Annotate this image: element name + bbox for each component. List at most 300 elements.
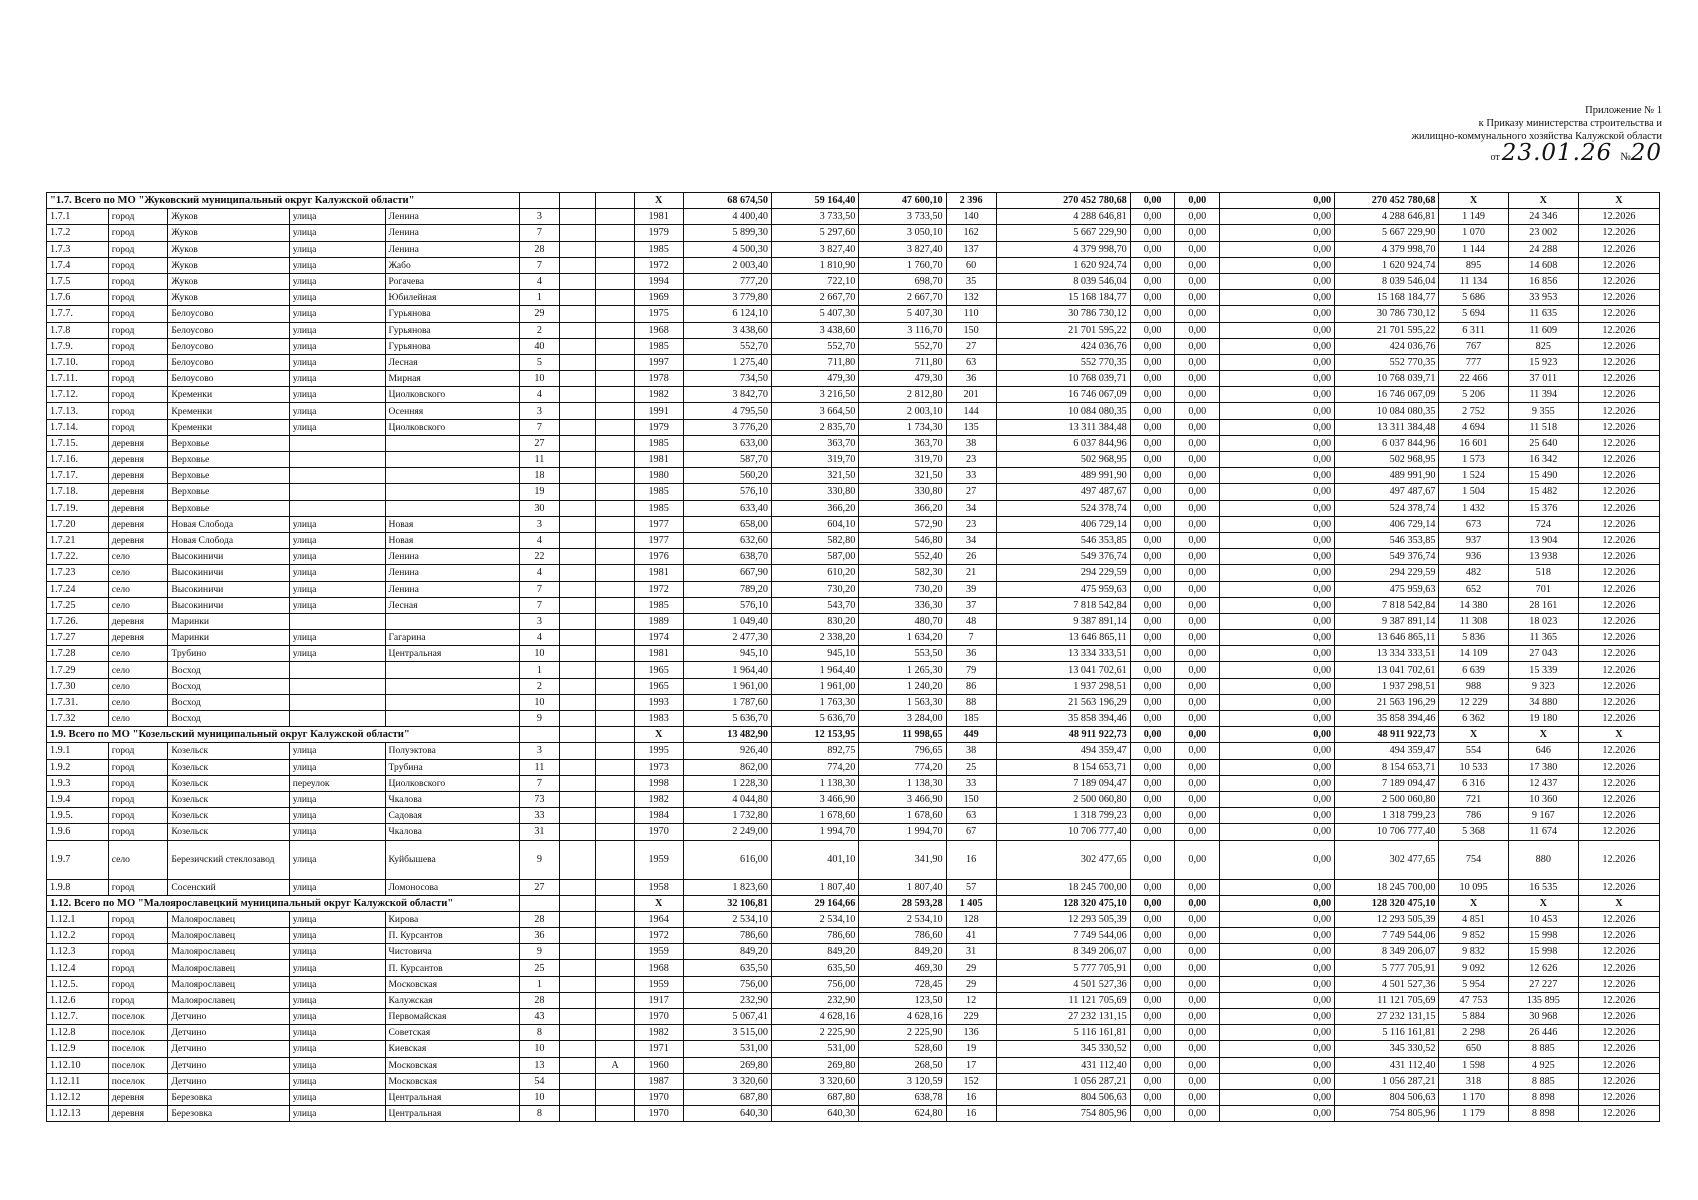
build-year: 1970 [634, 1009, 683, 1025]
street-type: улица [289, 419, 385, 435]
unit-cost-1: 1 149 [1439, 209, 1508, 225]
region-share: 0,00 [1175, 1057, 1220, 1073]
house-number: 8 [519, 1025, 559, 1041]
residents-count: 140 [946, 209, 996, 225]
settlement-type: город [108, 387, 168, 403]
build-year: 1980 [634, 468, 683, 484]
settlement-name: Кременки [168, 387, 289, 403]
build-year: 1976 [634, 549, 683, 565]
unit-cost-2: 16 856 [1508, 273, 1578, 289]
house-letter [560, 1009, 596, 1025]
living-area: 29 164,66 [771, 895, 858, 911]
unit-cost-2: 11 635 [1508, 306, 1578, 322]
unit-cost-2: 9 167 [1508, 808, 1578, 824]
street-name [385, 613, 519, 629]
residents-count: 16 [946, 1106, 996, 1122]
residents-count: 110 [946, 306, 996, 322]
street-type: улица [289, 630, 385, 646]
settlement-name: Кременки [168, 419, 289, 435]
row-number: 1.9.4 [47, 791, 109, 807]
build-year: 1968 [634, 322, 683, 338]
settlement-type: поселок [108, 1057, 168, 1073]
house-letter [560, 775, 596, 791]
residents-count: 136 [946, 1025, 996, 1041]
house-letter [560, 678, 596, 694]
emergency-area: 3 050,10 [859, 225, 946, 241]
local-share: 0,00 [1220, 840, 1335, 879]
date-prefix: от [1490, 152, 1500, 163]
build-year: 1985 [634, 435, 683, 451]
settlement-type: город [108, 225, 168, 241]
house-row [47, 209, 1660, 225]
row-number: 1.7.14. [47, 419, 109, 435]
emergency-area: 47 600,10 [859, 193, 946, 209]
handwritten-date: 23.01.26 [1501, 140, 1613, 166]
row-number: 1.7.16. [47, 452, 109, 468]
build-year: 1981 [634, 565, 683, 581]
house-row [47, 694, 1660, 710]
unit-cost-2: 10 453 [1508, 911, 1578, 927]
street-name: Полуэктова [385, 743, 519, 759]
street-type: улица [289, 840, 385, 879]
house-number: 36 [519, 928, 559, 944]
unit-cost-2: 880 [1508, 840, 1578, 879]
living-area: 582,80 [771, 532, 858, 548]
emergency-area: 321,50 [859, 468, 946, 484]
settlement-type: село [108, 549, 168, 565]
build-year: 1985 [634, 484, 683, 500]
building-code [596, 1009, 634, 1025]
unit-cost-2: 13 904 [1508, 532, 1578, 548]
house-row [47, 371, 1660, 387]
residents-count: 36 [946, 646, 996, 662]
street-name: Ленина [385, 209, 519, 225]
local-share: 0,00 [1220, 976, 1335, 992]
emergency-area: 711,80 [859, 354, 946, 370]
unit-cost-2: 4 925 [1508, 1057, 1578, 1073]
street-name: Гурьянова [385, 306, 519, 322]
row-number: 1.7.22. [47, 549, 109, 565]
unit-cost-2: 15 482 [1508, 484, 1578, 500]
street-name: Киевская [385, 1041, 519, 1057]
build-year: 1964 [634, 911, 683, 927]
unit-cost-2: 12 626 [1508, 960, 1578, 976]
build-year: 1987 [634, 1073, 683, 1089]
building-code [596, 678, 634, 694]
house-letter [560, 928, 596, 944]
emergency-area: 336,30 [859, 597, 946, 613]
settlement-type: город [108, 338, 168, 354]
build-year: 1977 [634, 532, 683, 548]
other-funds: 8 154 653,71 [1335, 759, 1439, 775]
region-share: 0,00 [1175, 241, 1220, 257]
settlement-name: Жуков [168, 209, 289, 225]
region-share: 0,00 [1175, 290, 1220, 306]
settlement-type: город [108, 824, 168, 840]
building-code [596, 209, 634, 225]
house-letter [560, 500, 596, 516]
street-type: улица [289, 911, 385, 927]
other-funds: 5 667 229,90 [1335, 225, 1439, 241]
total-area: 560,20 [683, 468, 771, 484]
unit-cost-1: 1 144 [1439, 241, 1508, 257]
living-area: 401,10 [771, 840, 858, 879]
build-year: 1972 [634, 257, 683, 273]
region-share: 0,00 [1175, 928, 1220, 944]
house-row [47, 468, 1660, 484]
other-funds: 11 121 705,69 [1335, 992, 1439, 1008]
emergency-area: 3 827,40 [859, 241, 946, 257]
street-name: Калужская [385, 992, 519, 1008]
living-area: 2 667,70 [771, 290, 858, 306]
total-area: 632,60 [683, 532, 771, 548]
street-type: улица [289, 646, 385, 662]
house-row [47, 630, 1660, 646]
row-number: 1.7.19. [47, 500, 109, 516]
total-area: 862,00 [683, 759, 771, 775]
row-number: 1.9.8 [47, 879, 109, 895]
settlement-type: город [108, 791, 168, 807]
settlement-name: Козельск [168, 759, 289, 775]
house-number: 3 [519, 613, 559, 629]
settlement-name: Козельск [168, 791, 289, 807]
unit-cost-2: 11 609 [1508, 322, 1578, 338]
region-share: 0,00 [1175, 581, 1220, 597]
building-code [596, 1106, 634, 1122]
building-code [596, 565, 634, 581]
emergency-area: 268,50 [859, 1057, 946, 1073]
build-year: 1972 [634, 928, 683, 944]
street-name: Куйбышева [385, 840, 519, 879]
local-share: 0,00 [1220, 468, 1335, 484]
appendix-header [1412, 104, 1662, 164]
fund-share: 0,00 [1130, 516, 1175, 532]
settlement-type: город [108, 241, 168, 257]
house-number: 1 [519, 662, 559, 678]
house-letter [560, 338, 596, 354]
total-area: 1 823,60 [683, 879, 771, 895]
house-number: 3 [519, 209, 559, 225]
local-share: 0,00 [1220, 419, 1335, 435]
living-area: 59 164,40 [771, 193, 858, 209]
fund-share: 0,00 [1130, 468, 1175, 484]
emergency-area: 2 667,70 [859, 290, 946, 306]
region-share: 0,00 [1175, 992, 1220, 1008]
completion-term: 12.2026 [1578, 532, 1659, 548]
settlement-name: Высокиничи [168, 581, 289, 597]
unit-cost-2: 16 342 [1508, 452, 1578, 468]
emergency-area: 1 734,30 [859, 419, 946, 435]
emergency-area: 528,60 [859, 1041, 946, 1057]
unit-cost-2: 15 376 [1508, 500, 1578, 516]
completion-term: 12.2026 [1578, 1025, 1659, 1041]
living-area: 330,80 [771, 484, 858, 500]
local-share: 0,00 [1220, 1041, 1335, 1057]
local-share: 0,00 [1220, 452, 1335, 468]
living-area: 849,20 [771, 944, 858, 960]
other-funds: 27 232 131,15 [1335, 1009, 1439, 1025]
street-name [385, 500, 519, 516]
total-area: 3 320,60 [683, 1073, 771, 1089]
house-number: 2 [519, 322, 559, 338]
unit-cost-2: 701 [1508, 581, 1578, 597]
house-letter [560, 791, 596, 807]
municipality-total-row [47, 193, 1660, 209]
emergency-area: 1 138,30 [859, 775, 946, 791]
emergency-area: 123,50 [859, 992, 946, 1008]
house-number: 4 [519, 387, 559, 403]
row-number: 1.7.13. [47, 403, 109, 419]
house-number: 10 [519, 371, 559, 387]
unit-cost-1: 9 832 [1439, 944, 1508, 960]
local-share: 0,00 [1220, 581, 1335, 597]
emergency-area: 2 534,10 [859, 911, 946, 927]
other-funds: 2 500 060,80 [1335, 791, 1439, 807]
build-year: 1970 [634, 1106, 683, 1122]
house-number [519, 727, 559, 743]
unit-cost-1: 47 753 [1439, 992, 1508, 1008]
total-cost: 4 501 527,36 [996, 976, 1130, 992]
fund-share: 0,00 [1130, 808, 1175, 824]
build-year: 1959 [634, 976, 683, 992]
building-code [596, 895, 634, 911]
build-year: 1995 [634, 743, 683, 759]
unit-cost-2: 11 394 [1508, 387, 1578, 403]
total-area: 1 732,80 [683, 808, 771, 824]
building-code [596, 928, 634, 944]
region-share: 0,00 [1175, 1089, 1220, 1105]
completion-term: 12.2026 [1578, 403, 1659, 419]
living-area: 319,70 [771, 452, 858, 468]
fund-share: 0,00 [1130, 371, 1175, 387]
building-code [596, 1041, 634, 1057]
house-row [47, 419, 1660, 435]
street-name: Гурьянова [385, 322, 519, 338]
street-type: улица [289, 759, 385, 775]
street-name: Садовая [385, 808, 519, 824]
region-share: 0,00 [1175, 419, 1220, 435]
local-share: 0,00 [1220, 727, 1335, 743]
emergency-area: 728,45 [859, 976, 946, 992]
total-cost: 5 777 705,91 [996, 960, 1130, 976]
house-number: 3 [519, 743, 559, 759]
other-funds: 489 991,90 [1335, 468, 1439, 484]
settlement-name: Детчино [168, 1025, 289, 1041]
settlement-type: поселок [108, 1025, 168, 1041]
emergency-area: 796,65 [859, 743, 946, 759]
region-share: 0,00 [1175, 727, 1220, 743]
residents-count: 16 [946, 840, 996, 879]
residents-count: 29 [946, 960, 996, 976]
other-funds: 4 288 646,81 [1335, 209, 1439, 225]
total-area: 3 779,80 [683, 290, 771, 306]
total-cost: 15 168 184,77 [996, 290, 1130, 306]
residents-count: 150 [946, 791, 996, 807]
build-year: 1979 [634, 419, 683, 435]
street-type: улица [289, 928, 385, 944]
region-share: 0,00 [1175, 911, 1220, 927]
total-cost: 1 056 287,21 [996, 1073, 1130, 1089]
street-name: Первомайская [385, 1009, 519, 1025]
fund-share: 0,00 [1130, 1089, 1175, 1105]
living-area: 12 153,95 [771, 727, 858, 743]
completion-term: 12.2026 [1578, 1057, 1659, 1073]
building-code [596, 387, 634, 403]
living-area: 3 733,50 [771, 209, 858, 225]
street-type [289, 694, 385, 710]
house-number: 3 [519, 516, 559, 532]
house-letter [560, 565, 596, 581]
emergency-area: 366,20 [859, 500, 946, 516]
house-row [47, 597, 1660, 613]
other-funds: 15 168 184,77 [1335, 290, 1439, 306]
emergency-area: 2 812,80 [859, 387, 946, 403]
street-type: улица [289, 209, 385, 225]
unit-cost-1: 14 380 [1439, 597, 1508, 613]
residents-count: 23 [946, 452, 996, 468]
house-letter [560, 403, 596, 419]
house-number: 4 [519, 532, 559, 548]
unit-cost-1: 4 694 [1439, 419, 1508, 435]
total-cost: 5 116 161,81 [996, 1025, 1130, 1041]
settlement-name: Жуков [168, 225, 289, 241]
street-type [289, 468, 385, 484]
residents-count: 17 [946, 1057, 996, 1073]
total-area: 945,10 [683, 646, 771, 662]
total-area: 4 044,80 [683, 791, 771, 807]
unit-cost-2: 8 885 [1508, 1073, 1578, 1089]
settlement-name: Малоярославец [168, 911, 289, 927]
settlement-type: город [108, 944, 168, 960]
residents-count: 33 [946, 775, 996, 791]
region-share: 0,00 [1175, 532, 1220, 548]
residents-count: 31 [946, 944, 996, 960]
settlement-type: поселок [108, 1073, 168, 1089]
fund-share: 0,00 [1130, 338, 1175, 354]
building-code [596, 597, 634, 613]
region-share: 0,00 [1175, 613, 1220, 629]
settlement-type: город [108, 419, 168, 435]
total-area: 789,20 [683, 581, 771, 597]
fund-share: 0,00 [1130, 662, 1175, 678]
settlement-name: Малоярославец [168, 944, 289, 960]
house-row [47, 257, 1660, 273]
unit-cost-2: 646 [1508, 743, 1578, 759]
house-letter [560, 808, 596, 824]
house-letter [560, 581, 596, 597]
settlement-name: Козельск [168, 775, 289, 791]
fund-share: 0,00 [1130, 435, 1175, 451]
unit-cost-1: 2 298 [1439, 1025, 1508, 1041]
other-funds: 345 330,52 [1335, 1041, 1439, 1057]
completion-term: 12.2026 [1578, 338, 1659, 354]
house-row [47, 549, 1660, 565]
street-name: Мирная [385, 371, 519, 387]
building-code [596, 646, 634, 662]
house-letter [560, 193, 596, 209]
settlement-type: село [108, 840, 168, 879]
settlement-name: Березовка [168, 1106, 289, 1122]
residents-count: 162 [946, 225, 996, 241]
completion-term: 12.2026 [1578, 743, 1659, 759]
emergency-area: 480,70 [859, 613, 946, 629]
residents-count: 34 [946, 500, 996, 516]
build-year: 1982 [634, 1025, 683, 1041]
house-number: 10 [519, 694, 559, 710]
emergency-area: 3 284,00 [859, 711, 946, 727]
settlement-type: деревня [108, 468, 168, 484]
fund-share: 0,00 [1130, 630, 1175, 646]
municipality-total-row [47, 895, 1660, 911]
other-funds: 35 858 394,46 [1335, 711, 1439, 727]
row-number: 1.12.1 [47, 911, 109, 927]
region-share: 0,00 [1175, 879, 1220, 895]
settlement-type: деревня [108, 435, 168, 451]
total-area: 1 049,40 [683, 613, 771, 629]
residents-count: 86 [946, 678, 996, 694]
living-area: 1 961,00 [771, 678, 858, 694]
fund-share: 0,00 [1130, 209, 1175, 225]
living-area: 5 297,60 [771, 225, 858, 241]
building-code [596, 354, 634, 370]
unit-cost-1: 6 311 [1439, 322, 1508, 338]
row-number: 1.7.2 [47, 225, 109, 241]
building-code [596, 435, 634, 451]
settlement-name: Козельск [168, 743, 289, 759]
total-area: 4 795,50 [683, 403, 771, 419]
completion-term: 12.2026 [1578, 960, 1659, 976]
local-share: 0,00 [1220, 630, 1335, 646]
region-share: 0,00 [1175, 500, 1220, 516]
build-year: 1985 [634, 241, 683, 257]
region-share: 0,00 [1175, 960, 1220, 976]
house-row [47, 613, 1660, 629]
building-code [596, 662, 634, 678]
total-cost: 494 359,47 [996, 743, 1130, 759]
building-code [596, 727, 634, 743]
street-name: Жабо [385, 257, 519, 273]
total-area: 633,40 [683, 500, 771, 516]
house-number: 28 [519, 992, 559, 1008]
house-letter [560, 727, 596, 743]
unit-cost-1: 1 598 [1439, 1057, 1508, 1073]
total-cost: 406 729,14 [996, 516, 1130, 532]
region-share: 0,00 [1175, 322, 1220, 338]
fund-share: 0,00 [1130, 824, 1175, 840]
other-funds: 8 039 546,04 [1335, 273, 1439, 289]
unit-cost-2: 27 043 [1508, 646, 1578, 662]
street-name: Гагарина [385, 630, 519, 646]
build-year: 1982 [634, 791, 683, 807]
building-code [596, 879, 634, 895]
unit-cost-2: 15 339 [1508, 662, 1578, 678]
street-name [385, 678, 519, 694]
building-code [596, 840, 634, 879]
region-share: 0,00 [1175, 840, 1220, 879]
fund-share: 0,00 [1130, 711, 1175, 727]
living-area: 479,30 [771, 371, 858, 387]
build-year: 1979 [634, 225, 683, 241]
house-letter [560, 1025, 596, 1041]
region-share: 0,00 [1175, 1025, 1220, 1041]
house-number: 25 [519, 960, 559, 976]
building-code [596, 419, 634, 435]
house-number: 5 [519, 354, 559, 370]
street-name: Ленина [385, 549, 519, 565]
build-year: 1985 [634, 338, 683, 354]
house-letter [560, 468, 596, 484]
completion-term: 12.2026 [1578, 992, 1659, 1008]
